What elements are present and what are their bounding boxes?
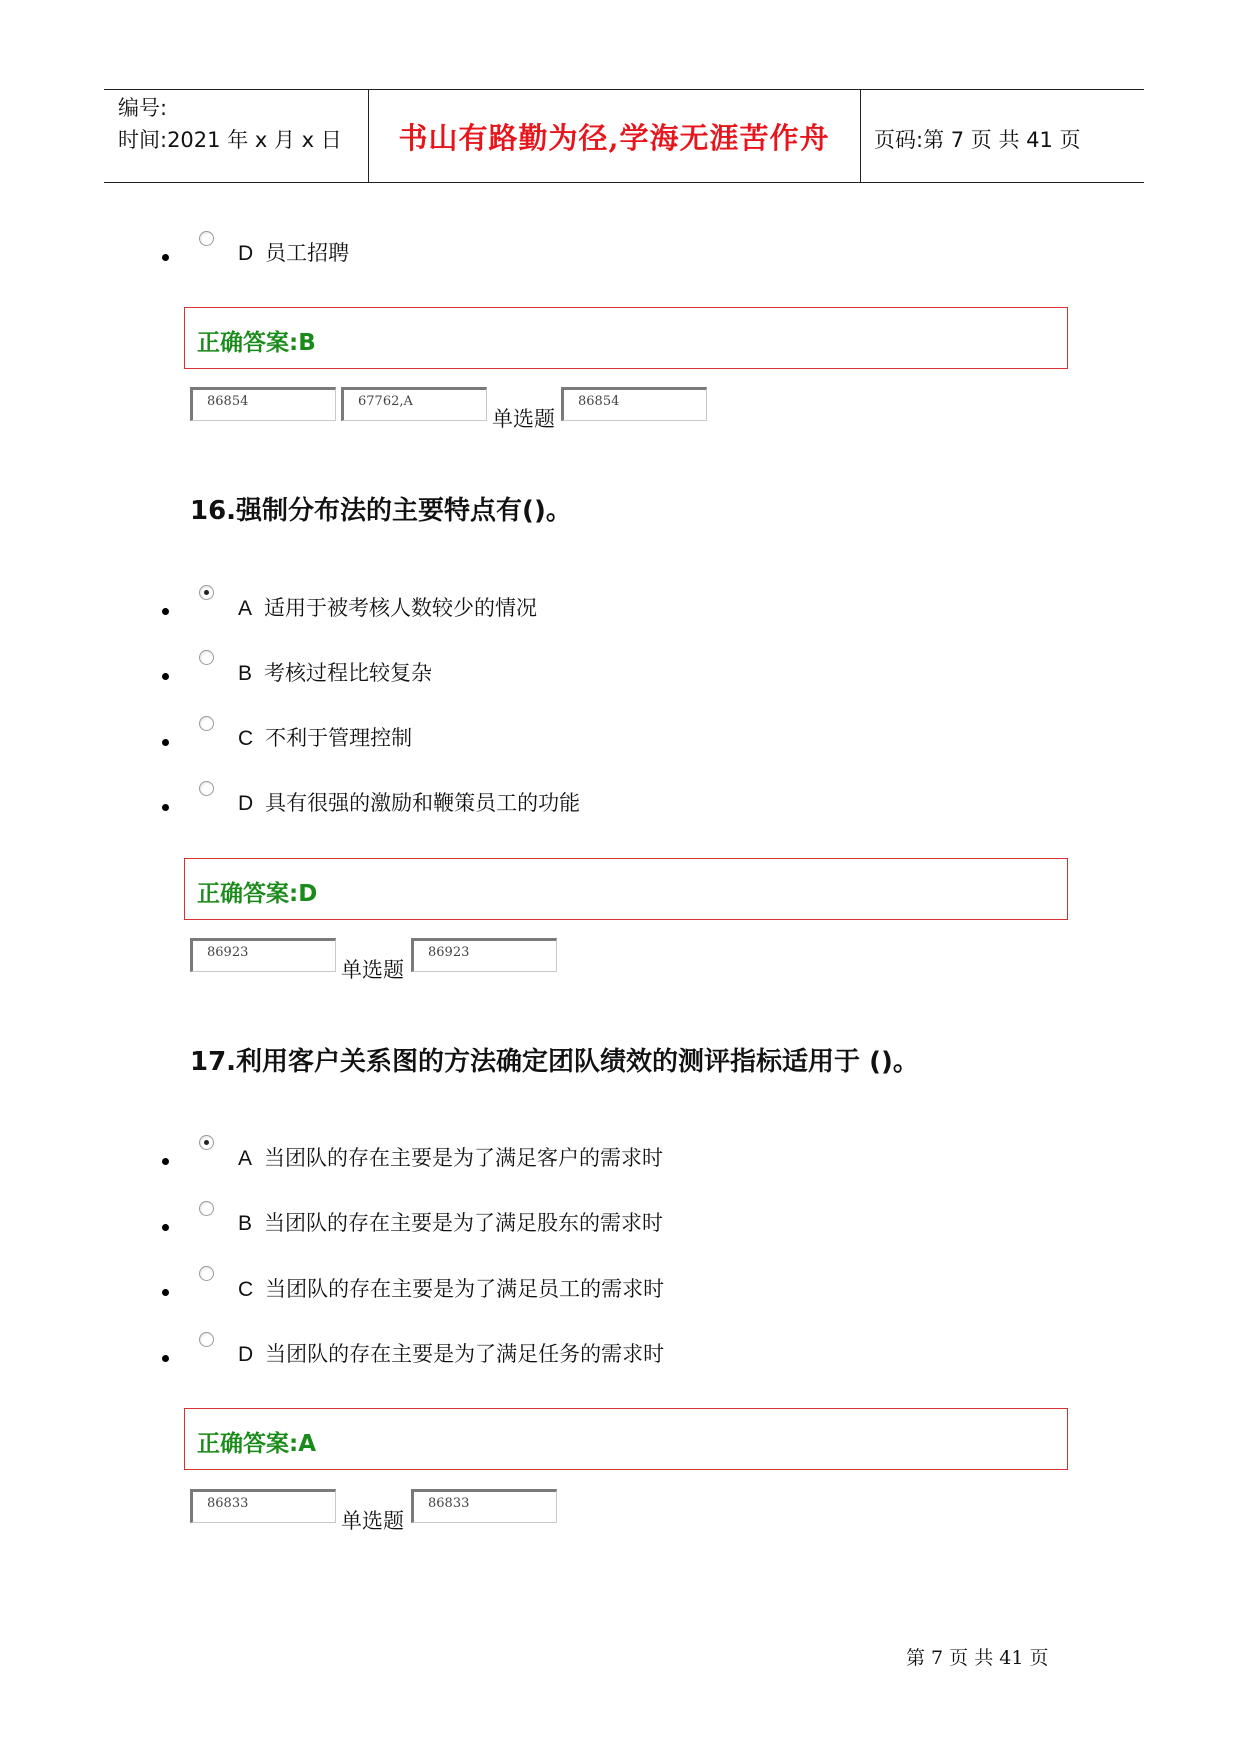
option-q16-d: D 具有很强的激励和鞭策员工的功能 bbox=[238, 791, 581, 815]
id-field[interactable]: 86854 bbox=[190, 387, 336, 421]
bullet bbox=[162, 608, 169, 615]
radio-q16-b[interactable] bbox=[199, 650, 214, 665]
header-page-label: 页码:第 7 页 共 41 页 bbox=[874, 128, 1081, 152]
page-footer: 第 7 页 共 41 页 bbox=[906, 1647, 1049, 1669]
id-field[interactable]: 86923 bbox=[190, 938, 336, 972]
radio-q17-a[interactable] bbox=[199, 1135, 214, 1150]
radio-q16-a[interactable] bbox=[199, 585, 214, 600]
header-rule-top bbox=[104, 89, 1144, 90]
id-field[interactable]: 86923 bbox=[411, 938, 557, 972]
option-q16-b: B 考核过程比较复杂 bbox=[238, 661, 433, 685]
radio-q16-d[interactable] bbox=[199, 781, 214, 796]
radio-q17-b[interactable] bbox=[199, 1201, 214, 1216]
bullet bbox=[162, 1289, 169, 1296]
correct-answer: 正确答案:A bbox=[197, 1431, 316, 1457]
header-meta bbox=[118, 92, 342, 156]
option-q17-b: B 当团队的存在主要是为了满足股东的需求时 bbox=[238, 1211, 664, 1235]
radio-q15-d[interactable] bbox=[199, 231, 214, 246]
radio-q17-d[interactable] bbox=[199, 1332, 214, 1347]
bullet bbox=[162, 254, 169, 261]
question-type-label: 单选题 bbox=[341, 958, 404, 982]
bullet bbox=[162, 739, 169, 746]
bullet bbox=[162, 1158, 169, 1165]
correct-answer: 正确答案:D bbox=[197, 881, 318, 907]
radio-q16-c[interactable] bbox=[199, 716, 214, 731]
question-type-label: 单选题 bbox=[492, 407, 555, 431]
bullet bbox=[162, 1355, 169, 1362]
time-label: 时间:2021 年 x 月 x 日 bbox=[118, 128, 342, 152]
question-title: 17.利用客户关系图的方法确定团队绩效的测评指标适用于 ()。 bbox=[190, 1047, 919, 1077]
id-field[interactable]: 86833 bbox=[190, 1489, 336, 1523]
correct-answer: 正确答案:B bbox=[197, 330, 316, 356]
bullet bbox=[162, 673, 169, 680]
header-rule-bottom bbox=[104, 182, 1144, 183]
question-type-label: 单选题 bbox=[341, 1509, 404, 1533]
question-title: 16.强制分布法的主要特点有()。 bbox=[190, 496, 572, 526]
header-motto: 书山有路勤为径,学海无涯苦作舟 bbox=[398, 121, 830, 155]
answer-box bbox=[184, 307, 1068, 369]
option-q17-a: A 当团队的存在主要是为了满足客户的需求时 bbox=[238, 1146, 664, 1170]
id-field[interactable]: 86854 bbox=[561, 387, 707, 421]
option-q17-c: C 当团队的存在主要是为了满足员工的需求时 bbox=[238, 1277, 665, 1301]
option-q16-c: C 不利于管理控制 bbox=[238, 726, 413, 750]
answer-box bbox=[184, 858, 1068, 920]
answer-field[interactable]: 67762,A bbox=[341, 387, 487, 421]
option-q15-d: D 员工招聘 bbox=[238, 241, 350, 265]
bullet bbox=[162, 1224, 169, 1231]
option-q17-d: D 当团队的存在主要是为了满足任务的需求时 bbox=[238, 1342, 665, 1366]
answer-box bbox=[184, 1408, 1068, 1470]
header-divider bbox=[860, 89, 861, 183]
radio-q17-c[interactable] bbox=[199, 1266, 214, 1281]
bullet bbox=[162, 804, 169, 811]
option-q16-a: A 适用于被考核人数较少的情况 bbox=[238, 596, 538, 620]
id-field[interactable]: 86833 bbox=[411, 1489, 557, 1523]
number-label: 编号: bbox=[118, 96, 168, 120]
